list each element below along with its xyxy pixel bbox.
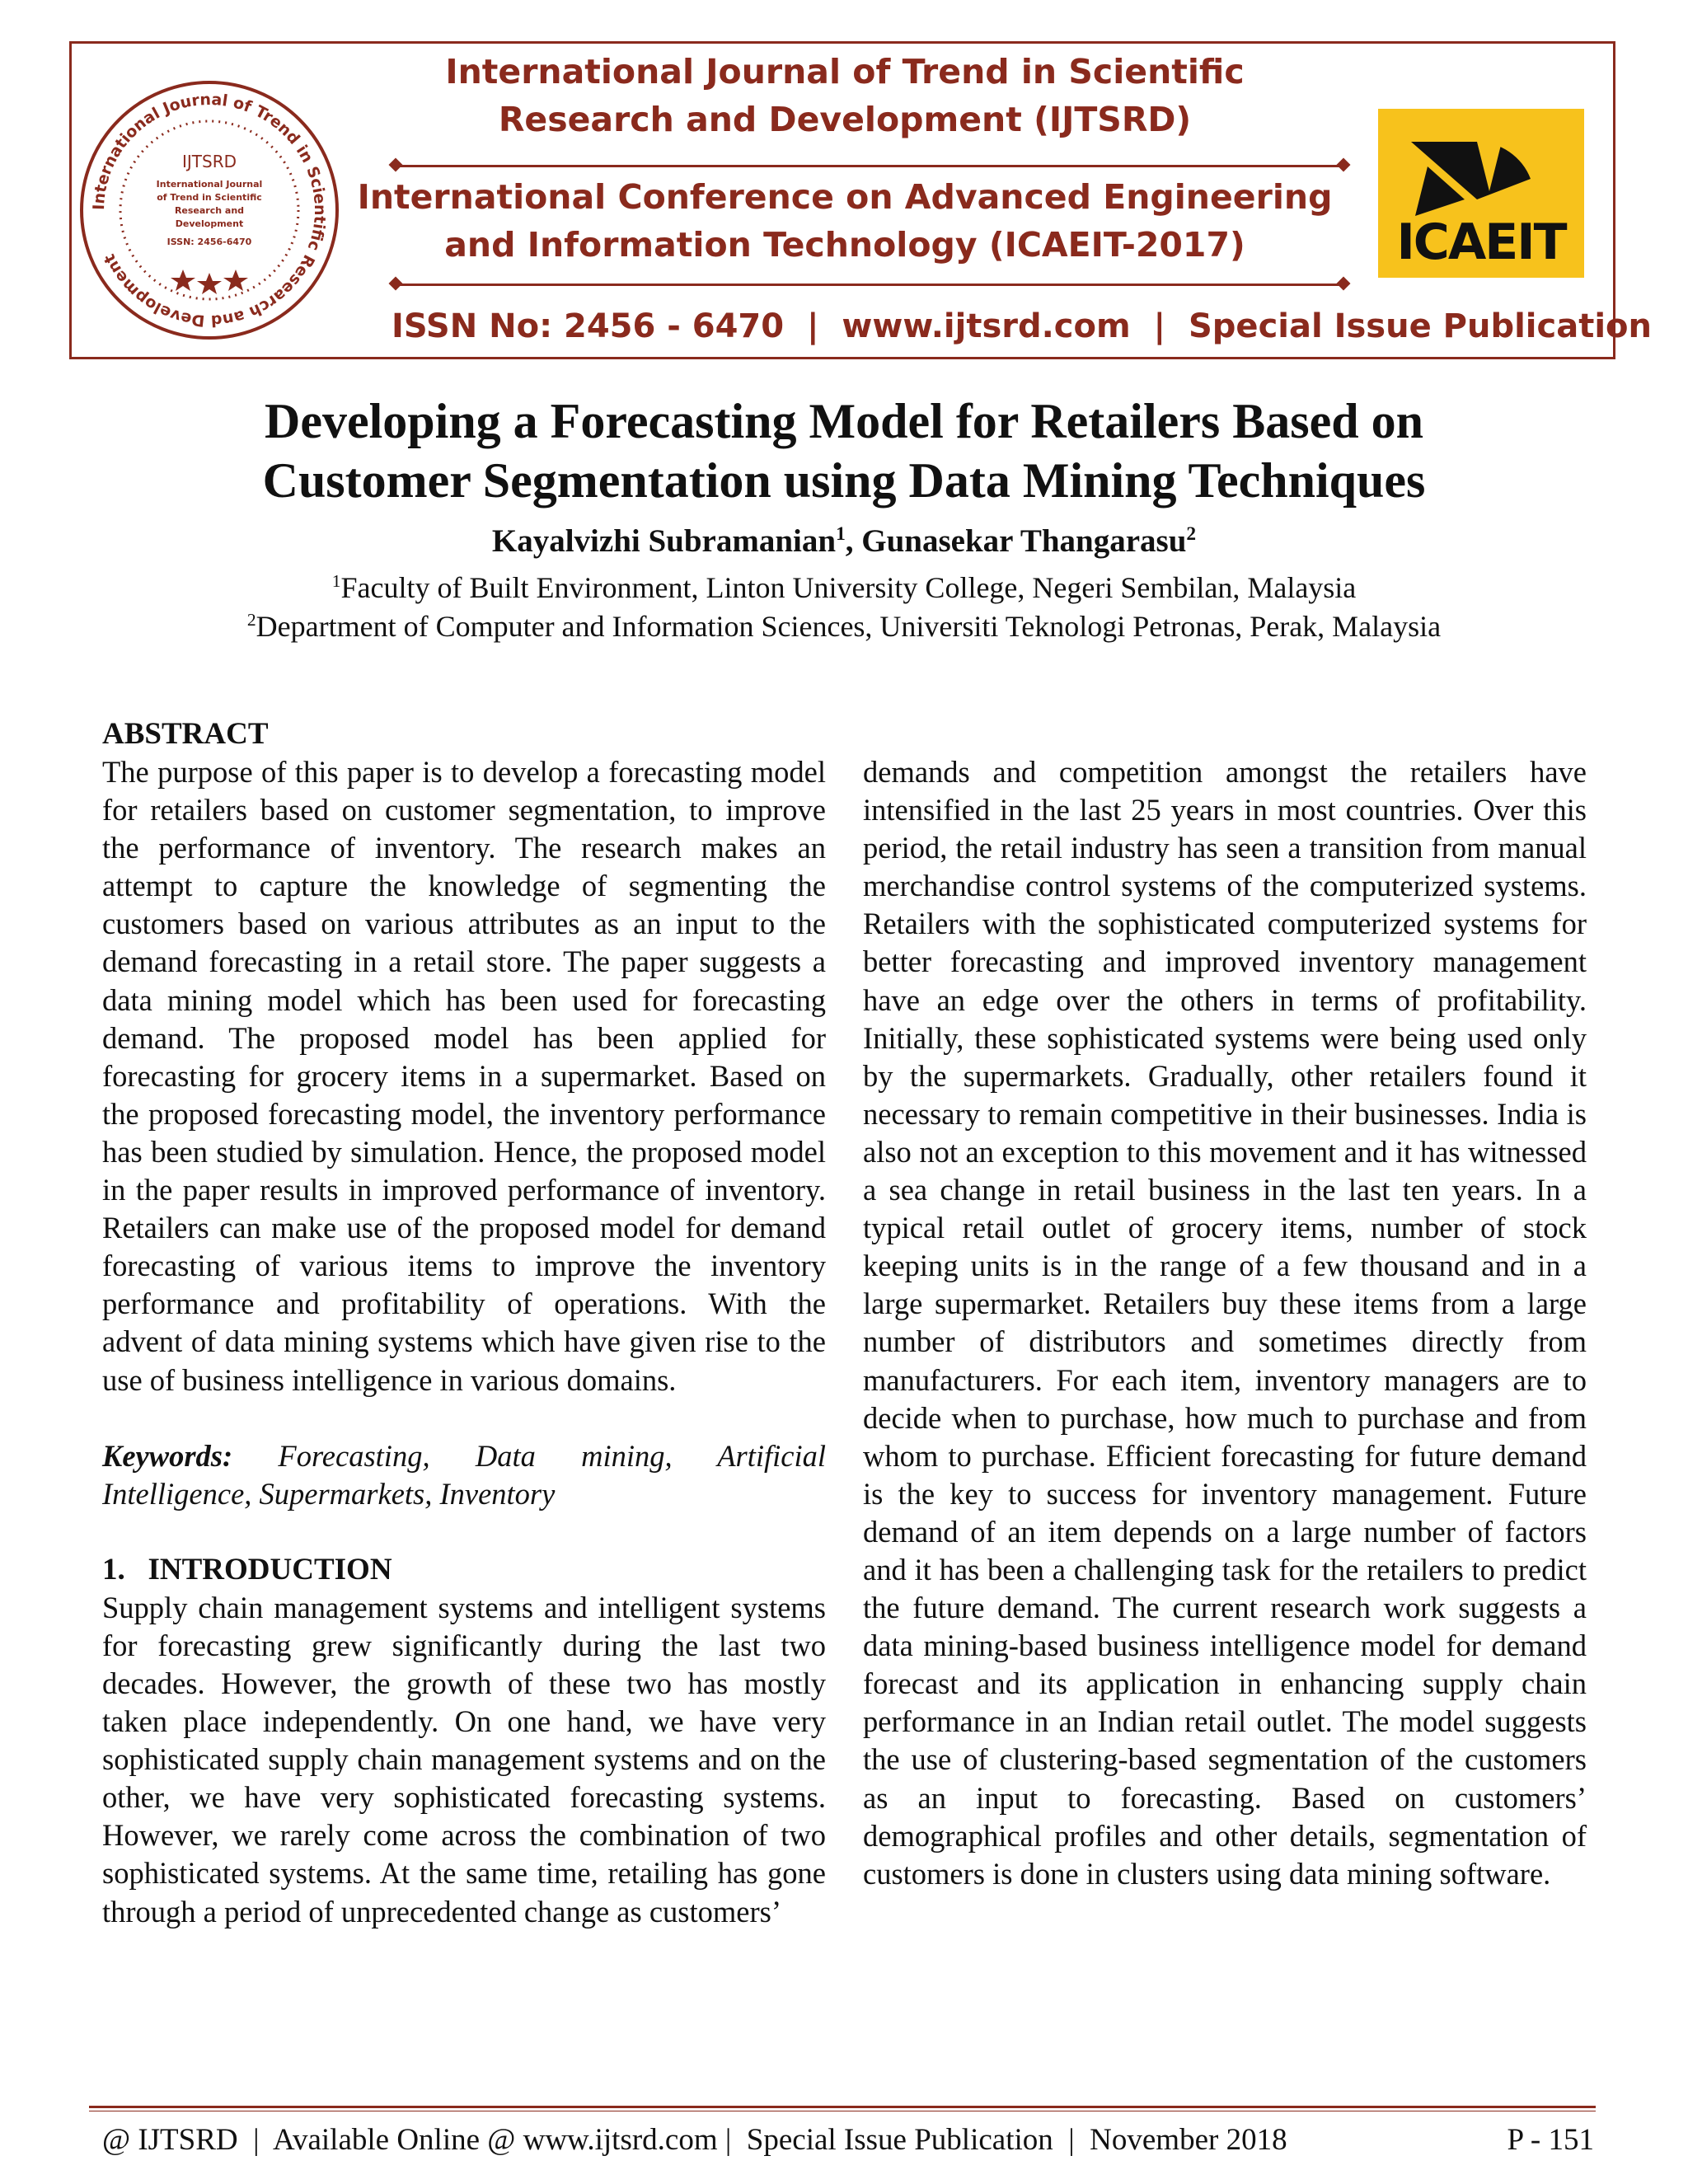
footer-text: @ IJTSRD | Available Online @ www.ijtsrd.com | Special Issue Publication | November 2018: [102, 2123, 1287, 2157]
abstract-heading: ABSTRACT: [102, 717, 269, 751]
abstract-text: The purpose of this paper is to develop a forecasting model for retailers based on customer segmentation, to improve the performance of inventory. The research makes an attempt to capture the knowledge of segmenting the customers based on various attributes as an input to the demand forecasting in a retail store. The paper suggests a data mining model which has been used for forecasting demand. The proposed model has been applied for forecasting for grocery items in a supermarket. Based on the proposed forecasting model, the inventory performance has been studied by simulation. Hence, the proposed model in the paper results in improved performance of inventory. Retailers can make use of the proposed model for demand forecasting of various items to improve the inventory performance and profitability of operations. With the advent of data mining systems which have given rise to the use of business intelligence in various domains.: [102, 755, 826, 1397]
affiliation-2-text: Department of Computer and Information Sciences, Universiti Teknologi Petronas, Perak, Malaysia: [256, 610, 1442, 643]
seal-abbr: IJTSRD: [181, 152, 237, 171]
icaeit-logo-text: ICAEIT: [1396, 213, 1566, 271]
author-list: [0, 521, 1688, 562]
conference-line-1: International Conference on Advanced Engineering: [357, 177, 1333, 217]
footer-rule: [89, 2106, 1596, 2108]
author-2-affil-mark: 2: [1186, 523, 1197, 545]
header-divider-top: [396, 165, 1343, 167]
author-2: Gunasekar Thangarasu: [861, 523, 1187, 559]
paper-title-line-1: Developing a Forecasting Model for Retailers Based on: [265, 394, 1423, 448]
journal-line-2: Research and Development (IJTSRD): [498, 100, 1192, 139]
journal-name: [354, 48, 1335, 143]
icaeit-logo: [1378, 109, 1584, 278]
left-column: [102, 715, 834, 1931]
introduction-text-right: demands and competition amongst the retailers have intensified in the last 25 years in most countries. Over this period, the retail industry has seen a transition from manual merchandise control systems of the computerized systems. Retailers with the sophisticated computerized systems for better forecasting and improved inventory management have an edge over the others in terms of profitability. Initially, these sophisticated systems were being used only by the supermarkets. Gradually, other retailers found it necessary to remain competitive in their businesses. India is also not an exception to this movement and it has witnessed a sea change in retail business in the last ten years. In a typical retail outlet of grocery items, number of stock keeping units is in the range of a few thousand and in a large supermarket. Retailers buy these items from a large number of distributors and sometimes directly from manufacturers. For each item, inventory managers are to decide when to purchase, how much to purchase and from whom to purchase. Efficient forecasting for future demand is the key to success for inventory management. Future demand of an item depends on a large number of factors and it has been a challenging task for the retailers to predict the future demand. The current research work suggests a data mining-based business intelligence model for demand forecast and its application in enhancing supply chain performance in an Indian retail outlet. The model suggests the use of clustering-based segmentation of the customers as an input to forecasting. Based on customers’ demographical profiles and other details, segmentation of customers is done in clusters using data mining software.: [863, 755, 1587, 1891]
seal-ring-text: International Journal of Trend in Scientific Research and Development: [89, 90, 330, 330]
right-column: [863, 753, 1587, 1893]
ijtsrd-seal-logo: [77, 78, 341, 342]
header-divider-bottom: [396, 284, 1343, 286]
seal-line4: Development: [175, 218, 244, 229]
paper-title: [0, 391, 1688, 510]
paper-title-line-2: Customer Segmentation using Data Mining Techniques: [262, 453, 1426, 508]
keywords-text: Forecasting, Data mining, Artificial Intelligence, Supermarkets, Inventory: [102, 1438, 834, 1511]
affiliation-1-mark: 1: [331, 571, 341, 591]
affiliation-2: [0, 607, 1688, 645]
author-1: Kayalvizhi Subramanian: [491, 523, 837, 559]
seal-issn: ISSN: 2456-6470: [166, 237, 252, 247]
introduction-heading: 1. INTRODUCTION: [102, 1552, 392, 1586]
affiliation-1: [0, 569, 1688, 607]
author-1-affil-mark: 1: [836, 523, 846, 545]
issn-line: ISSN No: 2456 - 6470 | www.ijtsrd.com | Special Issue Publication: [392, 307, 1652, 345]
author-separator: ,: [845, 523, 862, 559]
keywords: [102, 1437, 834, 1513]
page-number: P - 151: [1507, 2123, 1594, 2157]
journal-line-1: International Journal of Trend in Scientific: [445, 52, 1245, 91]
seal-line1: International Journal: [156, 179, 263, 190]
seal-stars-icon: [171, 269, 248, 294]
keywords-label: Keywords:: [102, 1438, 233, 1473]
conference-name: [354, 173, 1335, 269]
introduction-text-left: Supply chain management systems and intelligent systems for forecasting grew significantly during the last two decades. However, the growth of these two has mostly taken place independently. On one hand, we have very sophisticated supply chain management systems and on the other, we have very sophisticated forecasting systems. However, we rarely come across the combination of two sophisticated systems. At the same time, retailing has gone through a period of unprecedented change as customers’: [102, 1590, 826, 1929]
seal-line3: Research and: [174, 205, 245, 216]
conference-line-2: and Information Technology (ICAEIT-2017): [444, 225, 1245, 265]
footer: [102, 2118, 1594, 2163]
seal-line2: of Trend in Scientific: [157, 192, 262, 203]
affiliation-1-text: Faculty of Built Environment, Linton University College, Negeri Sembilan, Malaysia: [340, 571, 1357, 604]
affiliation-2-mark: 2: [246, 610, 256, 630]
